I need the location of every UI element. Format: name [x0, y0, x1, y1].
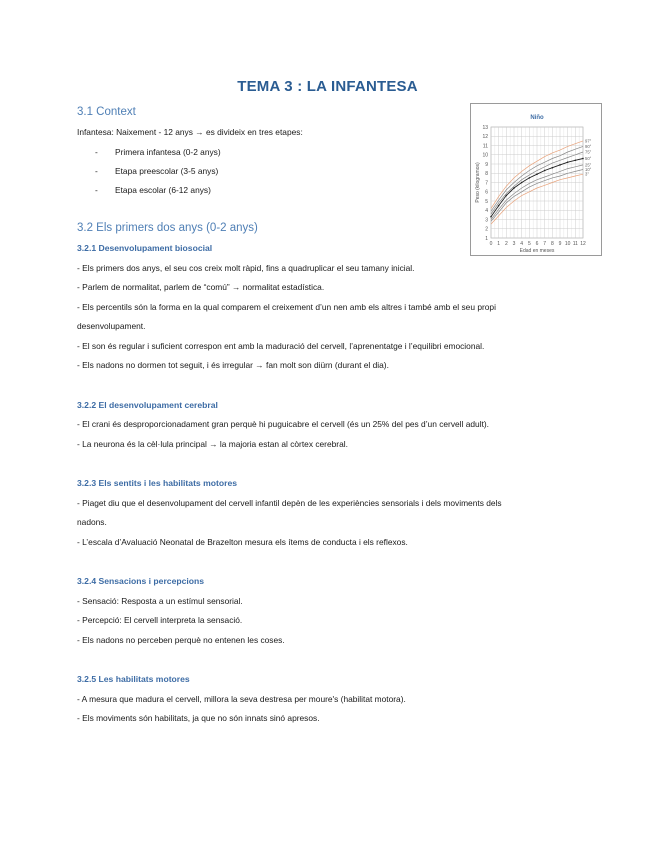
y-tick-label: 5	[485, 198, 488, 205]
paragraph-line: - La neurona és la cèl·lula principal → la majoria estan al còrtex cerebral.	[77, 439, 348, 449]
y-tick-label: 8	[485, 171, 488, 178]
median-point	[490, 216, 492, 218]
paragraph-line: - Sensació: Resposta a un estímul sensorial.	[77, 596, 243, 606]
x-tick-label: 6	[535, 241, 539, 247]
y-tick-label: 7	[485, 180, 488, 187]
median-point	[529, 177, 531, 179]
x-tick-label: 5	[527, 241, 531, 247]
y-tick-label: 4	[485, 208, 488, 215]
growth-chart	[470, 103, 602, 256]
y-tick-label: 2	[485, 226, 488, 233]
paragraph-line: - L’escala d’Avaluació Neonatal de Brazelton mesura els ítems de conducta i els reflexos.	[77, 537, 408, 547]
median-point	[521, 182, 523, 184]
paragraph-line: - Els primers dos anys, el seu cos creix molt ràpid, fins a quadruplicar el seu tamany inicial.	[77, 263, 415, 273]
median-point	[506, 195, 508, 197]
paragraph-line: - Els nadons no dormen tot seguit, i és irregular → fan molt son diürn (durant el dia).	[77, 360, 389, 370]
stage-item: - Etapa preescolar (3-5 anys)	[95, 166, 219, 176]
series-label: 10°	[585, 167, 592, 173]
paragraph-line: - Els moviments són habilitats, ja que no són innats sinó apresos.	[77, 713, 320, 723]
paragraph-line: - A mesura que madura el cervell, millora la seva destresa per moure's (habilitat motora).	[77, 694, 406, 704]
x-tick-label: 2	[504, 241, 508, 247]
median-point	[498, 205, 500, 207]
x-tick-label: 4	[520, 241, 524, 247]
paragraph-line: nadons.	[77, 517, 107, 527]
paragraph-line: - El son és regular i suficient correspon ent amb la maduració del cervell, l’aprenentatge i l’equilibri emocional.	[77, 341, 485, 351]
y-tick-label: 11	[482, 143, 488, 150]
subsection-heading-3-2-2: 3.2.2 El desenvolupament cerebral	[77, 400, 218, 410]
paragraph-line: - Els nadons no perceben perquè no entenen les coses.	[77, 635, 285, 645]
stage-item: - Primera infantesa (0-2 anys)	[95, 147, 221, 157]
median-point	[544, 170, 546, 172]
x-tick-label: 1	[497, 241, 501, 247]
x-tick-label: 10	[564, 241, 571, 247]
x-tick-label: 0	[489, 241, 493, 247]
stage-item: - Etapa escolar (6-12 anys)	[95, 185, 211, 195]
y-axis-label: Peso (kilogramos)	[475, 162, 481, 203]
x-tick-label: 11	[572, 241, 578, 247]
x-tick-label: 7	[543, 241, 547, 247]
y-tick-label: 13	[482, 124, 488, 131]
y-tick-label: 10	[482, 152, 488, 159]
median-point	[552, 167, 554, 169]
x-tick-label: 9	[558, 241, 562, 247]
y-tick-label: 3	[485, 217, 488, 224]
y-tick-label: 12	[482, 134, 488, 141]
subsection-heading-3-2-5: 3.2.5 Les habilitats motores	[77, 674, 190, 684]
subsection-heading-3-2-1: 3.2.1 Desenvolupament biosocial	[77, 243, 213, 253]
subsection-heading-3-2-4: 3.2.4 Sensacions i percepcions	[77, 576, 205, 586]
series-label: 3°	[585, 171, 590, 177]
x-tick-label: 8	[550, 241, 554, 247]
section-heading-3-2: 3.2 Els primers dos anys (0-2 anys)	[77, 222, 258, 234]
median-point	[513, 187, 515, 189]
series-label: 90°	[585, 143, 592, 149]
x-tick-label: 12	[580, 241, 586, 247]
paragraph-line: - Percepció: El cervell interpreta la sensació.	[77, 615, 243, 625]
median-point	[536, 173, 538, 175]
chart-title: Niño	[530, 115, 544, 121]
median-point	[575, 160, 577, 162]
x-tick-label: 3	[512, 241, 516, 247]
subsection-heading-3-2-3: 3.2.3 Els sentits i les habilitats motores	[77, 478, 237, 488]
intro-text: Infantesa: Naixement - 12 anys → es divideix en tres etapes:	[77, 127, 303, 137]
y-tick-label: 6	[485, 189, 488, 196]
paragraph-line: - Els percentils són la forma en la qual comparem el creixement d’un nen amb els altres i també amb el seu propi	[77, 302, 496, 312]
growth-chart-svg	[471, 104, 601, 255]
paragraph-line: desenvolupament.	[77, 321, 146, 331]
series-label: 97°	[585, 138, 592, 144]
series-label: 25°	[585, 162, 592, 168]
section-heading-3-1: 3.1 Context	[77, 106, 136, 118]
series-label: 75°	[585, 149, 592, 155]
median-point	[559, 164, 561, 166]
median-point	[567, 161, 569, 163]
page-title: TEMA 3 : LA INFANTESA	[237, 78, 418, 95]
series-label: 50°	[585, 155, 592, 161]
x-axis-label: Edad en meses	[519, 248, 555, 254]
paragraph-line: - Piaget diu que el desenvolupament del cervell infantil depèn de les experiències sensorials i dels moviments dels	[77, 498, 502, 508]
y-tick-label: 1	[485, 235, 488, 242]
median-point	[582, 158, 584, 160]
paragraph-line: - El crani és desproporcionadament gran perquè hi puguicabre el cervell (és un 25% del pes d’un cervell adult).	[77, 419, 490, 429]
y-tick-label: 9	[485, 161, 488, 168]
paragraph-line: - Parlem de normalitat, parlem de “comú” → normalitat estadística.	[77, 282, 325, 292]
